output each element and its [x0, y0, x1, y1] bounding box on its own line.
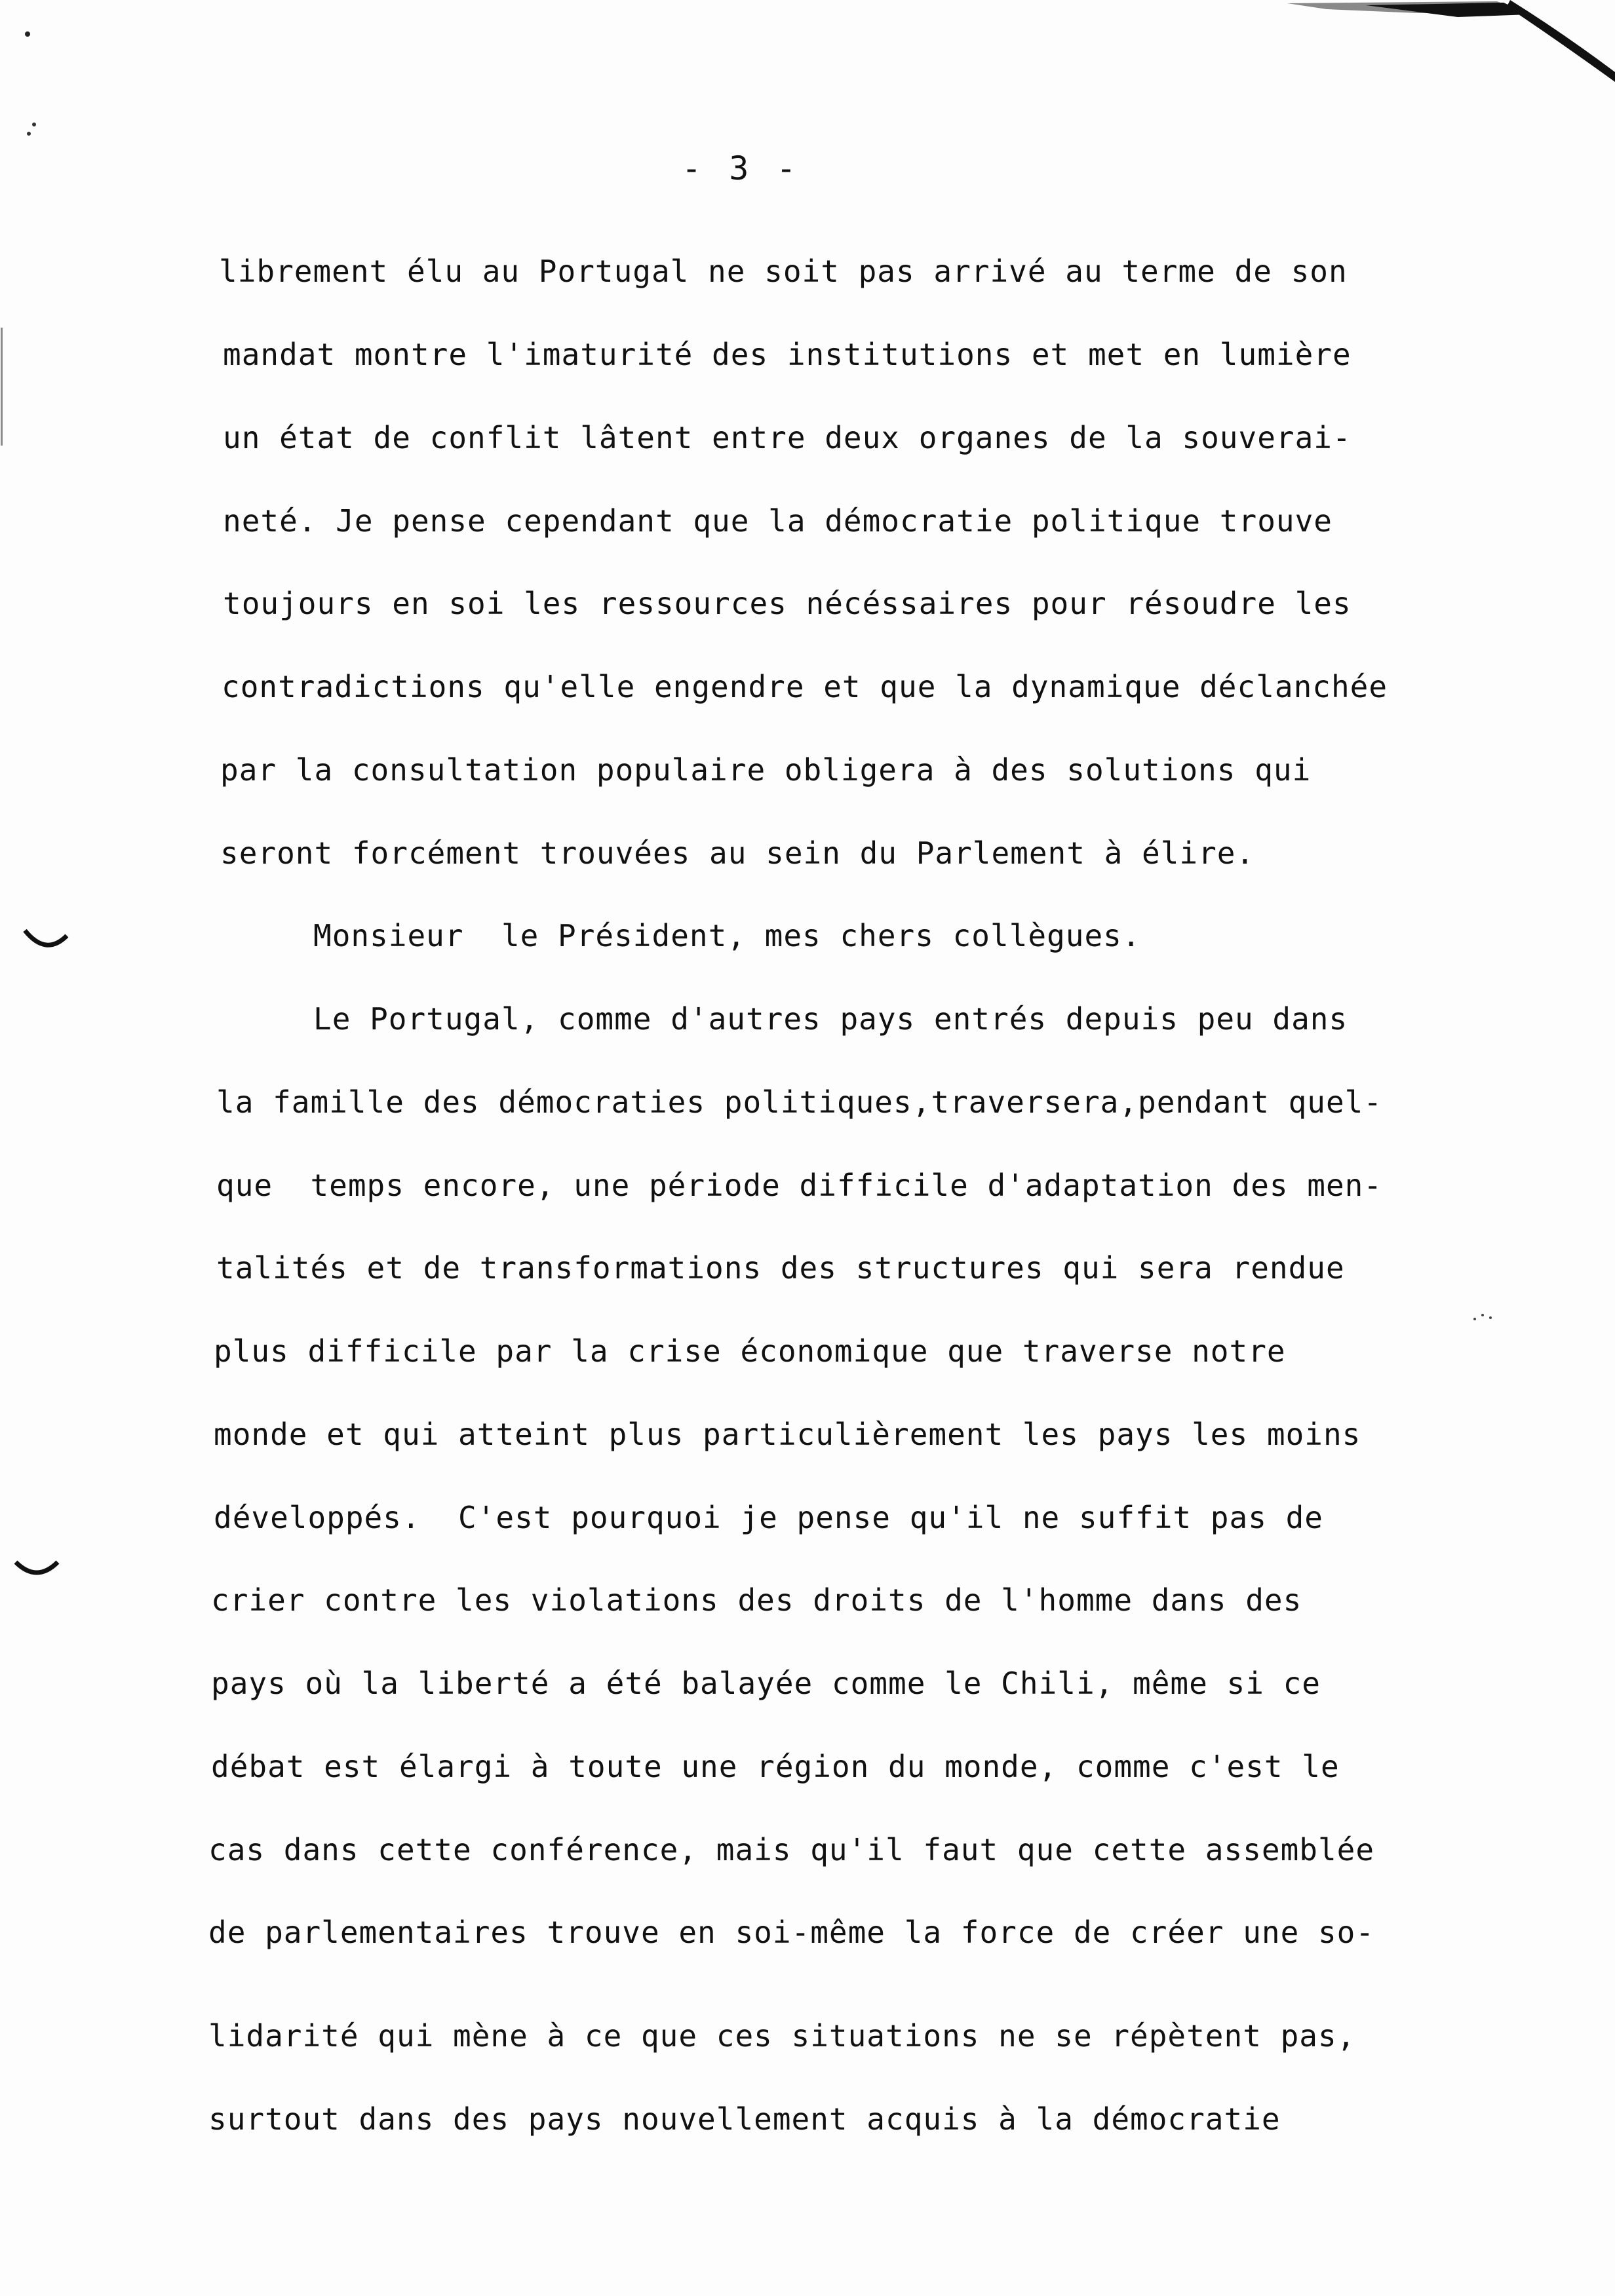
text-line: Le Portugal, comme d'autres pays entrés depuis peu dans	[313, 1001, 1348, 1037]
text-line: crier contre les violations des droits de l'homme dans des	[211, 1582, 1302, 1618]
text-line: Monsieur le Président, mes chers collègues.	[313, 918, 1141, 953]
text-line: par la consultation populaire obligera à des solutions qui	[220, 752, 1312, 788]
scan-dot-mark	[1468, 1307, 1508, 1327]
hole-punch-mark	[12, 1553, 64, 1592]
text-line: mandat montre l'imaturité des institutions et met en lumière	[223, 337, 1352, 372]
text-line: la famille des démocraties politiques,traversera,pendant quel-	[216, 1084, 1383, 1120]
text-line: plus difficile par la crise économique que traverse notre	[214, 1333, 1286, 1369]
text-line: développés. C'est pourquoi je pense qu'il ne suffit pas de	[214, 1500, 1323, 1535]
text-line: surtout dans des pays nouvellement acquis à la démocratie	[208, 2101, 1281, 2137]
text-line: pays où la liberté a été balayée comme le Chili, même si ce	[211, 1666, 1321, 1701]
text-line: neté. Je pense cependant que la démocratie politique trouve	[223, 503, 1333, 539]
text-line: librement élu au Portugal ne soit pas arrivé au terme de son	[219, 254, 1348, 289]
page-number: - 3 -	[682, 149, 800, 187]
hole-punch-mark	[20, 924, 72, 963]
scan-edge-artifact	[960, 0, 1615, 85]
text-line: seront forcément trouvées au sein du Parlement à élire.	[220, 835, 1255, 871]
text-line: toujours en soi les ressources nécéssaires pour résoudre les	[223, 586, 1352, 621]
text-line: lidarité qui mène à ce que ces situations ne se répètent pas,	[208, 2018, 1356, 2054]
text-line: monde et qui atteint plus particulièrement les pays les moins	[214, 1417, 1361, 1452]
text-line: talités et de transformations des structures qui sera rendue	[216, 1250, 1345, 1286]
scan-edge-line	[0, 328, 4, 446]
scan-dot-mark	[20, 111, 46, 151]
text-line: cas dans cette conférence, mais qu'il faut que cette assemblée	[208, 1832, 1375, 1867]
text-line: débat est élargi à toute une région du monde, comme c'est le	[211, 1749, 1340, 1784]
scan-dot-mark	[20, 26, 46, 52]
text-line: un état de conflit lâtent entre deux organes de la souverai-	[223, 420, 1352, 455]
text-line: que temps encore, une période difficile d'adaptation des men-	[216, 1168, 1383, 1203]
text-line: de parlementaires trouve en soi-même la force de créer une so-	[208, 1915, 1375, 1950]
text-line: contradictions qu'elle engendre et que la dynamique déclanchée	[222, 669, 1388, 704]
